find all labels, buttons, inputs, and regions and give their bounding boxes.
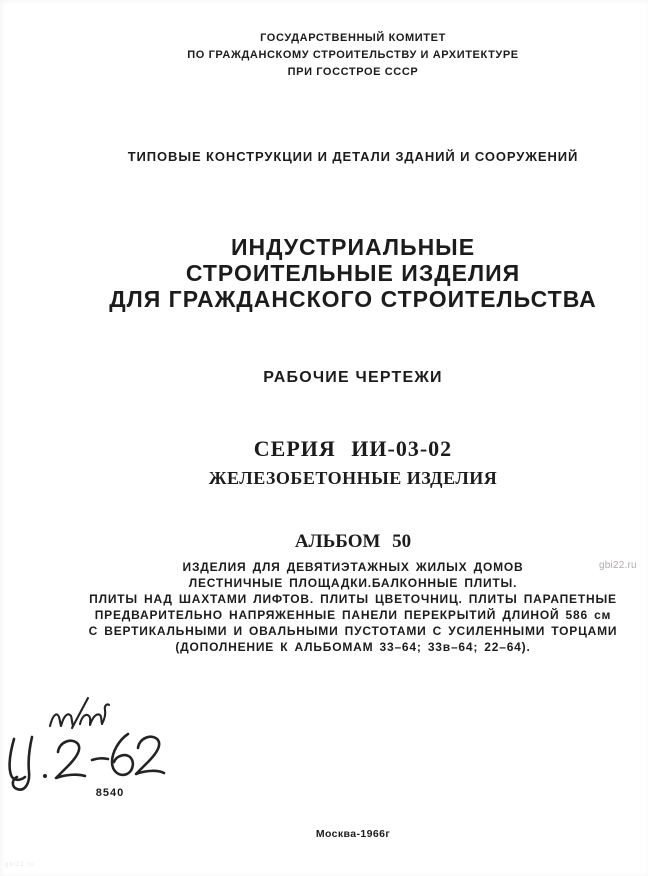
album-description <box>58 559 648 655</box>
issuing-committee-header <box>58 30 648 81</box>
working-drawings-subtitle: РАБОЧИЕ ЧЕРТЕЖИ <box>263 369 443 386</box>
album-title: АЛЬБОМ 50 <box>294 531 412 552</box>
concrete-products-subtitle: ЖЕЛЕЗОБЕТОННЫЕ ИЗДЕЛИЯ <box>208 468 498 488</box>
description-line: С ВЕРТИКАЛЬНЫМИ И ОВАЛЬНЫМИ ПУСТОТАМИ С УСИЛЕННЫМИ ТОРЦАМИ <box>88 624 618 638</box>
committee-line-2: ПО ГРАЖДАНСКОМУ СТРОИТЕЛЬСТВУ И АРХИТЕКТУРЕ <box>187 49 519 61</box>
main-title-line-1: ИНДУСТРИАЛЬНЫЕ <box>230 234 476 260</box>
footer-imprint: Москва-1966г <box>315 828 391 840</box>
committee-line-1: ГОСУДАРСТВЕННЫЙ КОМИТЕТ <box>260 32 446 44</box>
site-watermark: gbi22.ru <box>599 560 637 571</box>
typical-structures-caption: ТИПОВЫЕ КОНСТРУКЦИИ И ДЕТАЛИ ЗДАНИЙ И СООРУЖЕНИЙ <box>127 149 579 164</box>
main-title <box>58 234 648 312</box>
description-line: (ДОПОЛНЕНИЕ К АЛЬБОМАМ 33–64; 33в–64; 22–64). <box>175 640 531 654</box>
series-title: СЕРИЯ ИИ-03-02 <box>253 436 453 461</box>
description-line: ИЗДЕЛИЯ ДЛЯ ДЕВЯТИЭТАЖНЫХ ЖИЛЫХ ДОМОВ <box>182 560 524 574</box>
description-line: ПЛИТЫ НАД ШАХТАМИ ЛИФТОВ. ПЛИТЫ ЦВЕТОЧНИЦ. ПЛИТЫ ПАРАПЕТНЫЕ <box>89 592 617 606</box>
corner-watermark: gbi22.ru <box>5 862 35 868</box>
description-line: ПРЕДВАРИТЕЛЬНО НАПРЯЖЕННЫЕ ПАНЕЛИ ПЕРЕКРЫТИЙ ДЛИНОЙ 586 см <box>94 608 612 622</box>
committee-line-3: ПРИ ГОССТРОЕ СССР <box>287 66 419 78</box>
description-line: ЛЕСТНИЧНЫЕ ПЛОЩАДКИ.БАЛКОННЫЕ ПЛИТЫ. <box>188 576 518 590</box>
order-number: 8540 <box>95 787 125 799</box>
main-title-line-2: СТРОИТЕЛЬНЫЕ ИЗДЕЛИЯ <box>185 260 521 286</box>
main-title-line-3: ДЛЯ ГРАЖДАНСКОГО СТРОИТЕЛЬСТВА <box>109 286 597 312</box>
